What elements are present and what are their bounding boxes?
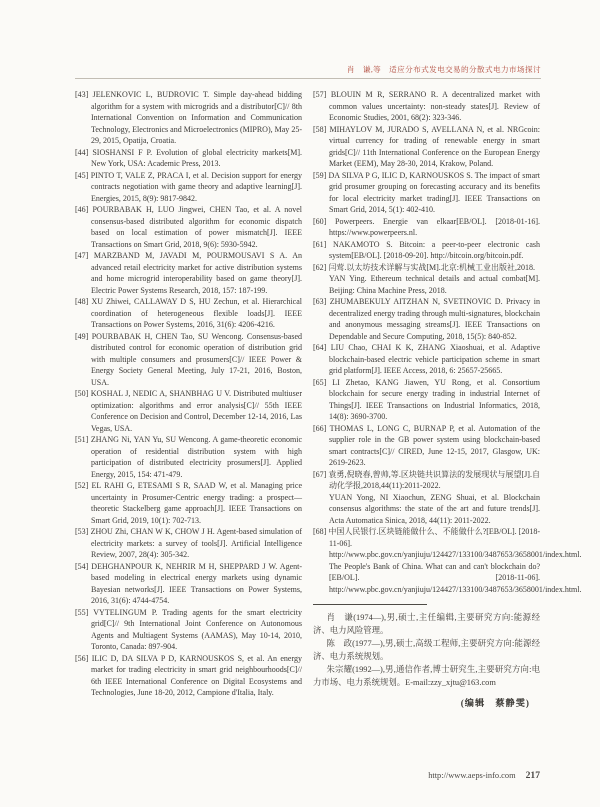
reference-number: [61] <box>313 239 327 249</box>
page-number: 217 <box>525 770 540 781</box>
reference-item <box>75 434 302 480</box>
reference-text: KOSHAL J, NEDIC A, SHANBHAG U V. Distributed multiuser optimization: algorithms and error analysis[C]// 55th IEEE Conference on Decision and Control, December 12-14, 2016, Las Vegas, USA. <box>90 389 302 433</box>
reference-number: [60] <box>313 216 327 226</box>
reference-item <box>75 89 302 147</box>
reference-text: MIHAYLOV M, JURADO S, AVELLANA N, et al. NRGcoin: virtual currency for trading of renewable energy in smart grids[C]// 11th International Conference on the European Energy Market (EEM), May 28-30, 2014, Krakow, Poland. <box>329 124 541 168</box>
reference-number: [45] <box>75 170 89 180</box>
reference-text: PINTO T, VALE Z, PRACA I, et al. Decision support for energy contracts negotiation with game theory and adaptive learning[J]. Energies, 2015, 8(9): 9817-9842. <box>90 170 302 203</box>
reference-number: [54] <box>75 561 89 571</box>
reference-number: [68] <box>313 527 327 536</box>
reference-text: VYTELINGUM P. Trading agents for the smart electricity grid[C]// 9th International Joint Conference on Autonomous Agents and Multiagent Systems (AAMAS), May 10-14, 2010, Toronto, Canada: 897-904. <box>91 607 303 651</box>
page-content <box>75 64 582 709</box>
reference-columns <box>75 89 582 709</box>
reference-item <box>313 216 540 239</box>
reference-item <box>313 239 540 262</box>
reference-number: [49] <box>75 331 89 341</box>
author-bios <box>313 611 540 689</box>
references-column-right <box>313 89 582 709</box>
reference-item <box>75 561 302 607</box>
reference-item <box>313 262 540 297</box>
reference-number: [59] <box>313 170 327 180</box>
reference-item <box>75 331 302 389</box>
reference-item <box>313 342 540 377</box>
reference-text: ZHANG Ni, YAN Yu, SU Wencong. A game-theoretic economic operation of residential distribution system with high participation of distributed electricity prosumers[J]. Applied Energy, 2015, 154: 471-479. <box>90 435 303 479</box>
author-bio: 朱宗耀(1992—),男,通信作者,博士研究生,主要研究方向:电力市场、电力系统规划。E-mail:zzy_xjtu@163.com <box>313 665 540 687</box>
reference-text: ILIC D, DA SILVA P D, KARNOUSKOS S, et al. An energy market for trading electricity in smart grid neighbourhoods[C]// 6th IEEE International Conference on Digital Ecosystems and Technologies, June 18-20, 2012, Campione d'Italia, Italy. <box>91 653 302 697</box>
reference-item <box>75 147 302 170</box>
reference-item <box>75 653 302 699</box>
reference-number: [65] <box>313 377 327 387</box>
reference-text: 中国人民银行.区块链能做什么、不能做什么?[EB/OL]. [2018-11-06]. http://www.pbc.gov.cn/yanjiuju/124427/133100/3487653/3658001/index.html. <box>328 527 582 559</box>
reference-translation: The People's Bank of China. What can and can't blockchain do?[EB/OL]. [2018-11-06]. http://www.pbc.gov.cn/yanjiuju/124427/133100/3487653/3658001/index.html. <box>329 561 582 594</box>
references-column-left <box>75 89 302 699</box>
reference-text: 闫莺.以太坊技术详解与实战[M].北京:机械工业出版社,2018. <box>328 262 535 272</box>
reference-item <box>75 480 302 526</box>
references-right-list <box>313 89 582 595</box>
reference-number: [47] <box>75 251 89 260</box>
reference-text: DEHGHANPOUR K, NEHRIR M H, SHEPPARD J W. Agent-based modeling in electrical energy markets using dynamic Bayesian networks[J]. IEEE Transactions on Power Systems, 2016, 31(6): 4744-4754. <box>91 561 303 605</box>
reference-item <box>313 377 540 423</box>
reference-text: SIOSHANSI F P. Evolution of global electricity markets[M]. New York, USA: Academic Press, 2013. <box>91 147 303 168</box>
reference-item <box>75 526 302 561</box>
reference-text: POURBABAK H, CHEN Tao, SU Wencong. Consensus-based distributed control for economic operation of distribution grid with multiple consumers and prosumers[C]// IEEE Power & Energy Society General Meeting, July 17-21, 2016, Boston, USA. <box>91 331 302 387</box>
author-bio-rule <box>313 604 427 605</box>
reference-item <box>75 388 302 434</box>
reference-number: [52] <box>75 481 89 490</box>
reference-text: LI Zhetao, KANG Jiawen, YU Rong, et al. Consortium blockchain for secure energy trading in industrial Internet of Things[J]. IEEE Transactions on Industrial Informatics, 2018, 14(8): 3690-3700. <box>329 377 541 421</box>
reference-item <box>75 607 302 653</box>
reference-number: [57] <box>313 90 327 99</box>
reference-item <box>75 250 302 296</box>
reference-number: [44] <box>75 147 89 157</box>
reference-item <box>75 170 302 205</box>
reference-item <box>313 423 540 469</box>
reference-text: ZHOU Zhi, CHAN W K, CHOW J H. Agent-based simulation of electricity markets: a survey of tools[J]. Artificial Intelligence Review, 2007, 28(4): 305-342. <box>90 527 303 559</box>
reference-text: MARZBAND M, JAVADI M, POURMOUSAVI S A. An advanced retail electricity market for active distribution systems and home microgrid interoperability based on game theory[J]. Electric Power Systems Research, 2018, 157: 187-199. <box>91 251 302 295</box>
reference-text: POURBABAK H, LUO Jingwei, CHEN Tao, et al. A novel consensus-based distributed algorithm for economic dispatch based on local estimation of power mismatch[J]. IEEE Transactions on Smart Grid, 2018, 9(6): 5930-5942. <box>91 205 302 249</box>
reference-number: [67] <box>313 469 327 479</box>
reference-text: XU Zhiwei, CALLAWAY D S, HU Zechun, et al. Hierarchical coordination of heterogeneous flexible loads[J]. IEEE Transactions on Power Systems, 2016, 31(6): 4206-4216. <box>91 297 302 329</box>
running-header-text: 肖 谦,等 适应分布式发电交易的分散式电力市场探讨 <box>346 65 541 74</box>
footer-url: http://www.aeps-info.com <box>428 771 516 780</box>
reference-number: [50] <box>75 389 89 398</box>
author-bio: 陈 政(1977—),男,硕士,高级工程师,主要研究方向:能源经济、电力系统规划。 <box>313 639 540 661</box>
editor-note: (编辑 蔡静雯) <box>460 698 530 708</box>
reference-number: [62] <box>313 262 327 272</box>
reference-translation: YUAN Yong, NI Xiaochun, ZENG Shuai, et al. Blockchain consensus algorithms: the state of the art and future trends[J]. Acta Automatica Sinica, 2018, 44(11): 2011-2022. <box>329 492 540 525</box>
reference-item <box>313 469 540 527</box>
reference-item <box>313 296 540 342</box>
reference-number: [64] <box>313 343 327 352</box>
reference-number: [66] <box>313 423 327 433</box>
reference-item <box>75 296 302 331</box>
reference-number: [43] <box>75 90 89 99</box>
reference-number: [53] <box>75 527 89 536</box>
reference-item <box>75 204 302 250</box>
reference-text: BLOUIN M R, SERRANO R. A decentralized market with common values uncertainty: non-steady states[J]. Review of Economic Studies, 2001, 68(2): 323-346. <box>329 90 540 122</box>
reference-item <box>313 526 582 595</box>
reference-text: Powerpeers. Energie van elkaar[EB/OL]. [2018-01-16]. https://www.powerpeers.nl. <box>329 216 540 237</box>
reference-text: EL RAHI G, ETESAMI S R, SAAD W, et al. Managing price uncertainty in Prosumer-Centric energy trading: a prospect—theoretic Stackelberg game approach[J]. IEEE Transactions on Smart Grid, 2019, 10(1): 702-713. <box>91 481 303 525</box>
header-rule <box>75 78 541 79</box>
reference-text: LIU Chao, CHAI K K, ZHANG Xiaoshuai, et al. Adaptive blockchain-based electric vehicle participation scheme in smart grid platform[J]. IEEE Access, 2018, 6: 25657-25665. <box>329 343 541 375</box>
reference-number: [58] <box>313 124 327 134</box>
reference-text: JELENKOVIC L, BUDROVIC T. Simple day-ahead bidding algorithm for a system with microgrids and a distributor[C]// 8th International Convention on Information and Communication Technology, Electronics and Microelectronics (MIPRO), May 25-29, 2015, Opatija, Croatia. <box>91 90 303 145</box>
reference-text: NAKAMOTO S. Bitcoin: a peer-to-peer electronic cash system[EB/OL]. [2018-09-20]. http://bitcoin.org/bitcoin.pdf. <box>329 239 540 260</box>
reference-translation: YAN Ying. Ethereum technical details and actual combat[M]. Beijing: China Machine Press, 2018. <box>329 274 540 295</box>
reference-number: [56] <box>75 653 89 663</box>
page-footer <box>428 770 540 781</box>
reference-number: [46] <box>75 205 89 214</box>
reference-text: DA SILVA P G, ILIC D, KARNOUSKOS S. The impact of smart grid prosumer grouping on forecasting accuracy and its benefits for local electricity market trading[J]. IEEE Transactions on Smart Grid, 2014, 5(1): 402-410. <box>328 170 541 214</box>
reference-number: [48] <box>75 297 89 306</box>
reference-text: 袁勇,倪晓春,曾帅,等.区块链共识算法的发展现状与展望[J].自动化学报,2018,44(11):2011-2022. <box>328 469 540 490</box>
reference-text: ZHUMABEKULY AITZHAN N, SVETINOVIC D. Privacy in decentralized energy trading through multi-signatures, blockchain and anonymous messaging streams[J]. IEEE Transactions on Dependable and Secure Computing, 2018, 15(5): 840-852. <box>329 297 541 341</box>
reference-number: [63] <box>313 297 327 306</box>
reference-item <box>313 124 540 170</box>
reference-number: [55] <box>75 607 89 617</box>
reference-number: [51] <box>75 435 89 444</box>
author-bio: 肖 谦(1974—),男,硕士,主任编辑,主要研究方向:能源经济、电力风险管理。 <box>313 613 540 635</box>
reference-text: THOMAS L, LONG C, BURNAP P, et al. Automation of the supplier role in the GB power system using blockchain-based smart contracts[C]// CIRED, June 12-15, 2017, Glasgow, UK: 2619-2623. <box>329 423 541 467</box>
running-header <box>75 64 541 78</box>
reference-item <box>313 170 540 216</box>
reference-item <box>313 89 540 124</box>
